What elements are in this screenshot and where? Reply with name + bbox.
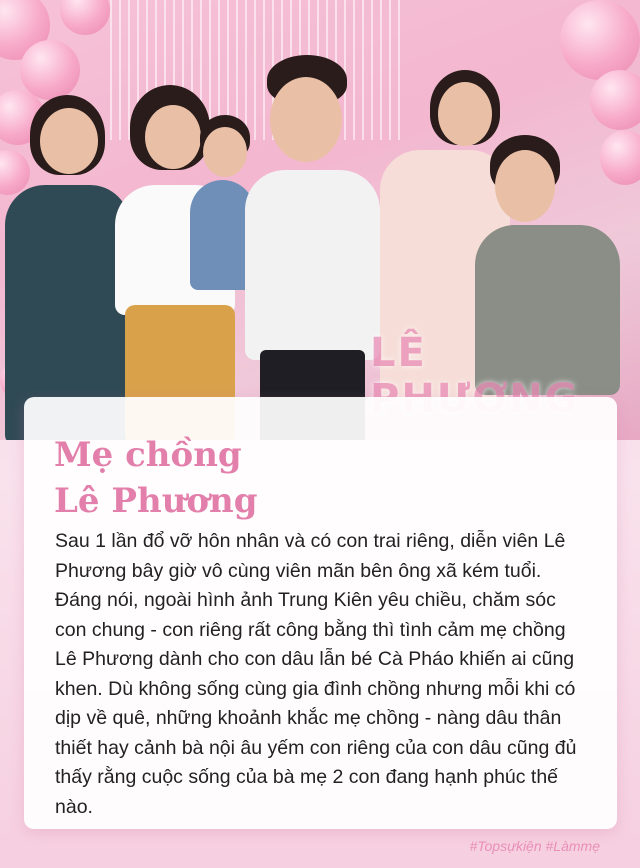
article-body: Sau 1 lần đổ vỡ hôn nhân và có con trai riêng, diễn viên Lê Phương bây giờ vô cùng viên mãn bên ông xã kém tuổi. Đáng nói, ngoài hình ảnh Trung Kiên yêu chiều, chăm sóc con chung - con riêng rất công bằng thì tình cảm mẹ chồng Lê Phương dành cho con dâu lẫn bé Cà Pháo khiến ai cũng khen. Dù không sống cùng gia đình chồng nhưng mỗi khi có dịp về quê, những khoảnh khắc mẹ chồng - nàng dâu thân thiết hay cảnh bà nội âu yếm con riêng của con dâu cũng đủ thấy rằng cuộc sống của bà mẹ 2 con đang hạnh phúc thế nào. xyxy=(55,530,577,818)
balloon xyxy=(60,0,110,35)
article-title xyxy=(54,432,258,524)
title-line-1: Mẹ chồng xyxy=(54,435,242,475)
person-father xyxy=(245,55,385,440)
balloon xyxy=(590,70,640,130)
balloon xyxy=(560,0,640,80)
party-banner-text: LÊ xyxy=(370,330,427,376)
title-line-2: Lê Phương xyxy=(54,481,258,521)
hashtags[interactable]: #Topsựkiện #Làmmẹ xyxy=(469,838,600,854)
